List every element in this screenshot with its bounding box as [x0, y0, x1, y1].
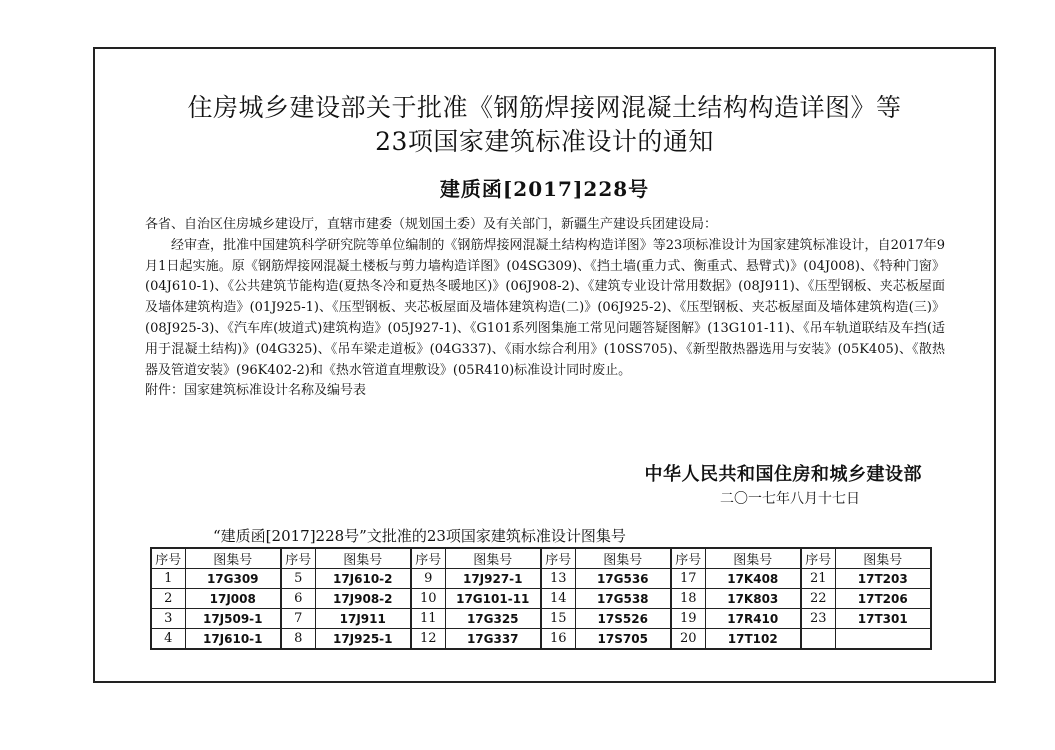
atlas-number-table [150, 547, 932, 650]
header-atlas-code: 图集号 [315, 548, 411, 569]
atlas-code-cell: 17G325 [445, 609, 541, 629]
document-frame [93, 47, 996, 683]
atlas-code-cell: 17G309 [185, 569, 281, 589]
serial-no-cell: 14 [541, 589, 575, 609]
atlas-code-cell: 17J008 [185, 589, 281, 609]
atlas-code-cell: 17T301 [835, 609, 931, 629]
issuing-authority: 中华人民共和国住房和城乡建设部 [644, 464, 922, 485]
header-serial-no: 序号 [671, 548, 705, 569]
serial-no-cell: 17 [671, 569, 705, 589]
header-serial-no: 序号 [411, 548, 445, 569]
header-atlas-code: 图集号 [185, 548, 281, 569]
atlas-code-cell: 17G538 [575, 589, 671, 609]
header-serial-no: 序号 [801, 548, 835, 569]
attachment-line: 附件：国家建筑标准设计名称及编号表 [145, 383, 367, 399]
document-number: 建质函[2017]228号 [439, 177, 650, 201]
serial-no-cell: 3 [151, 609, 185, 629]
atlas-code-cell: 17K408 [705, 569, 801, 589]
atlas-code-cell: 17G101-11 [445, 589, 541, 609]
atlas-code-cell: 17R410 [705, 609, 801, 629]
atlas-code-cell: 17J610-2 [315, 569, 411, 589]
issue-date: 二〇一七年八月十七日 [720, 491, 860, 507]
serial-no-cell: 20 [671, 629, 705, 650]
header-atlas-code: 图集号 [445, 548, 541, 569]
serial-no-cell: 6 [281, 589, 315, 609]
header-atlas-code: 图集号 [705, 548, 801, 569]
header-serial-no: 序号 [151, 548, 185, 569]
atlas-code-cell: 17G536 [575, 569, 671, 589]
serial-no-cell: 12 [411, 629, 445, 650]
serial-no-cell: 9 [411, 569, 445, 589]
table-header-row [151, 548, 931, 569]
atlas-code-cell: 17T102 [705, 629, 801, 650]
atlas-code-cell: 17G337 [445, 629, 541, 650]
serial-no-cell: 21 [801, 569, 835, 589]
atlas-code-cell: 17J509-1 [185, 609, 281, 629]
addressee: 各省、自治区住房城乡建设厅，直辖市建委（规划国土委）及有关部门，新疆生产建设兵团建设局： [145, 217, 718, 232]
atlas-code-cell: 17T206 [835, 589, 931, 609]
serial-no-cell: 7 [281, 609, 315, 629]
header-serial-no: 序号 [541, 548, 575, 569]
notice-body [145, 215, 945, 402]
serial-no-cell: 2 [151, 589, 185, 609]
table-row [151, 609, 931, 629]
title-line-1: 住房城乡建设部关于批准《钢筋焊接网混凝土结构构造详图》等 [187, 93, 902, 122]
notice-paragraph: 经审查，批准中国建筑科学研究院等单位编制的《钢筋焊接网混凝土结构构造详图》等23项标准设计为国家建筑标准设计，自2017年9月1日起实施。原《钢筋焊接网混凝土楼板与剪力墙构造详图》(04SG309)、《挡土墙(重力式、衡重式、悬臂式)》(04J008)、《特种门窗》(04J610-1)、《公共建筑节能构造(夏热冬冷和夏热冬暖地区)》(06J908-2)、《建筑专业设计常用数据》(08J911)、《压型钢板、夹芯板屋面及墙体建筑构造》(01J925-1)、《压型钢板、夹芯板屋面及墙体建筑构造(二)》(06J925-2)、《压型钢板、夹芯板屋面及墙体建筑构造(三)》(08J925-3)、《汽车库(坡道式)建筑构造》(05J927-1)、《G101系列图集施工常见问题答疑图解》(13G101-11)、《吊车轨道联结及车挡(适用于混凝土结构)》(04G325)、《吊车梁走道板》(04G337)、《雨水综合利用》(10SS705)、《新型散热器选用与安装》(05K405)、《散热器及管道安装》(96K402-2)和《热水管道直埋敷设》(05R410)标准设计同时废止。 [145, 237, 945, 378]
header-atlas-code: 图集号 [575, 548, 671, 569]
serial-no-cell: 4 [151, 629, 185, 650]
atlas-code-cell: 17J911 [315, 609, 411, 629]
serial-no-cell: 22 [801, 589, 835, 609]
serial-no-cell: 8 [281, 629, 315, 650]
serial-no-cell: 18 [671, 589, 705, 609]
serial-no-cell: 1 [151, 569, 185, 589]
serial-no-cell: 16 [541, 629, 575, 650]
serial-no-cell: 13 [541, 569, 575, 589]
atlas-code-cell: 17J927-1 [445, 569, 541, 589]
atlas-code-cell [835, 629, 931, 650]
atlas-code-cell: 17T203 [835, 569, 931, 589]
serial-no-cell [801, 629, 835, 650]
header-serial-no: 序号 [281, 548, 315, 569]
header-atlas-code: 图集号 [835, 548, 931, 569]
table-row [151, 569, 931, 589]
serial-no-cell: 23 [801, 609, 835, 629]
table-row [151, 589, 931, 609]
serial-no-cell: 19 [671, 609, 705, 629]
atlas-code-cell: 17J925-1 [315, 629, 411, 650]
table-caption: “建质函[2017]228号”文批准的23项国家建筑标准设计图集号 [213, 527, 626, 545]
atlas-code-cell: 17J610-1 [185, 629, 281, 650]
serial-no-cell: 15 [541, 609, 575, 629]
atlas-code-cell: 17S526 [575, 609, 671, 629]
atlas-code-cell: 17K803 [705, 589, 801, 609]
atlas-code-cell: 17J908-2 [315, 589, 411, 609]
serial-no-cell: 11 [411, 609, 445, 629]
serial-no-cell: 5 [281, 569, 315, 589]
table-row [151, 629, 931, 650]
title-line-2: 23项国家建筑标准设计的通知 [375, 127, 714, 156]
serial-no-cell: 10 [411, 589, 445, 609]
atlas-code-cell: 17S705 [575, 629, 671, 650]
